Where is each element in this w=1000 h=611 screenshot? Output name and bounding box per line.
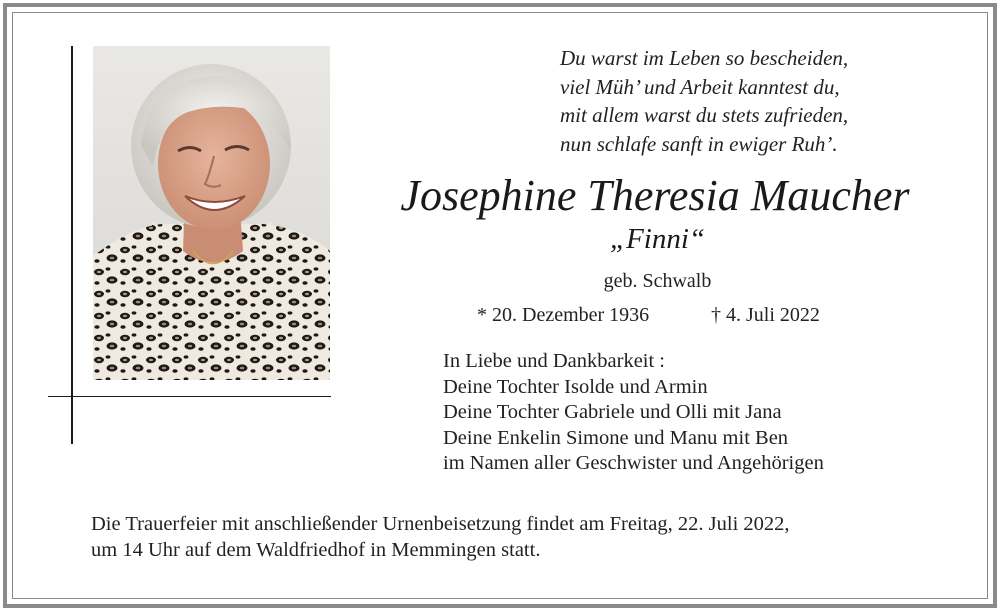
poem-line: Du warst im Leben so bescheiden, <box>560 46 849 70</box>
deceased-name: Josephine Theresia Maucher <box>400 171 910 220</box>
mourners-list <box>443 349 963 477</box>
mourners-line: Deine Tochter Isolde und Armin <box>443 375 708 398</box>
cross-vertical-line <box>71 46 73 444</box>
death-date: † 4. Juli 2022 <box>711 304 820 326</box>
mourners-line: Deine Tochter Gabriele und Olli mit Jana <box>443 401 782 424</box>
poem-line: viel Müh’ und Arbeit kanntest du, <box>560 74 840 99</box>
ceremony-line: Die Trauerfeier mit anschließender Urnenbeisetzung findet am Freitag, 22. Juli 2022, <box>91 513 790 535</box>
mourners-line: In Liebe und Dankbarkeit : <box>443 350 666 372</box>
ceremony-line: um 14 Uhr auf dem Waldfriedhof in Memmingen statt. <box>91 538 541 561</box>
portrait-photo <box>93 46 330 380</box>
poem-line: mit allem warst du stets zufrieden, <box>560 103 849 127</box>
cross-horizontal-line <box>48 396 331 397</box>
mourners-line: Deine Enkelin Simone und Manu mit Ben <box>443 426 789 449</box>
birth-name: geb. Schwalb <box>603 270 712 292</box>
deceased-nickname: „Finni“ <box>609 223 706 255</box>
poem-line: nun schlafe sanft in ewiger Ruh’. <box>560 131 838 156</box>
poem <box>560 44 960 158</box>
mourners-line: im Namen aller Geschwister und Angehörigen <box>443 452 824 475</box>
ceremony-announcement <box>91 512 971 563</box>
birth-date: * 20. Dezember 1936 <box>477 304 650 326</box>
